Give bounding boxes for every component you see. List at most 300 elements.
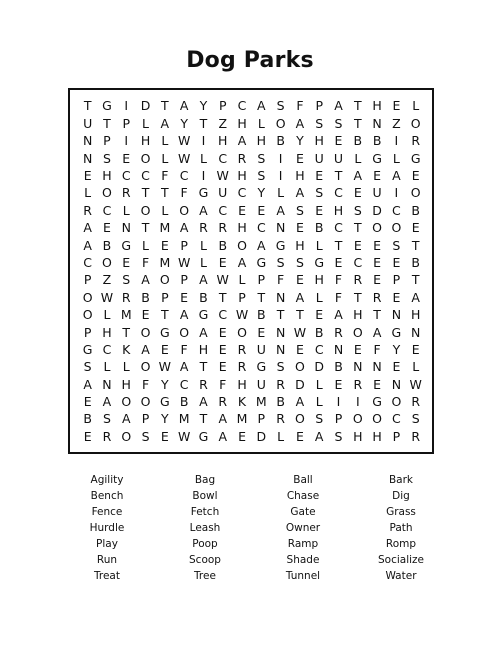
word-list [58,472,450,584]
grid-letter: E [315,202,324,218]
grid-letter: R [102,428,112,444]
word-list-item: Grass [386,506,416,518]
grid-letter: H [353,307,363,323]
grid-letter: F [180,185,188,201]
grid-letter: S [315,115,324,131]
grid-letter: A [257,237,266,253]
grid-letter: S [141,428,150,444]
grid-letter: C [314,341,324,357]
grid-letter: H [140,133,151,149]
grid-letter: N [275,341,286,357]
grid-letter: N [372,359,382,375]
grid-letter: L [122,202,130,218]
grid-letter: E [334,376,343,392]
grid-letter: H [102,168,112,183]
grid-letter: G [102,98,112,114]
grid-letter: A [295,394,305,410]
grid-letter: E [411,168,420,183]
grid-letter: E [392,98,401,114]
grid-letter: E [411,341,420,357]
word-list-item: Hurdle [89,522,125,534]
grid-letter: B [276,394,285,410]
grid-letter: E [238,202,246,218]
grid-letter: I [124,98,129,114]
grid-letter: N [333,341,344,357]
grid-letter: M [120,307,132,323]
grid-letter: L [315,394,323,410]
grid-letter: A [237,133,247,149]
grid-letter: O [102,254,112,270]
grid-letter: N [121,220,131,236]
grid-letter: T [122,324,131,340]
grid-letter: E [160,237,169,253]
grid-letter: C [392,411,401,427]
grid-letter: D [295,376,305,392]
grid-letter: C [353,254,363,270]
grid-letter: R [199,220,208,236]
grid-letter: B [314,220,324,236]
grid-letter: P [392,428,401,444]
grid-letter: T [353,220,362,236]
grid-letter: R [237,341,247,357]
grid-letter: T [334,237,343,253]
grid-letter: N [82,150,93,166]
grid-letter: A [179,307,189,323]
grid-letter: A [179,98,189,114]
grid-letter: L [122,359,130,375]
grid-letter: O [82,307,93,323]
word-list-item: Shade [286,554,320,566]
grid-letter: R [411,428,421,444]
grid-letter: I [336,394,341,410]
grid-letter: W [216,272,229,288]
grid-letter: O [410,115,421,131]
grid-letter: G [159,394,170,410]
grid-letter: S [315,411,324,427]
grid-letter: E [102,220,111,236]
grid-letter: O [82,289,93,305]
word-list-item: Poop [192,538,218,550]
word-list-item: Bark [388,474,414,486]
grid-letter: G [256,254,267,270]
grid-letter: F [141,376,150,392]
grid-letter: L [161,202,169,218]
grid-letter: H [353,428,363,444]
grid-letter: R [353,376,363,392]
grid-letter: T [373,307,381,323]
grid-letter: B [141,289,150,305]
grid-letter: C [334,220,343,236]
grid-letter: A [295,115,305,131]
grid-letter: F [180,341,188,357]
grid-letter: H [295,237,305,253]
grid-letter: W [177,133,191,149]
word-list-item: Owner [285,522,321,534]
grid-letter: S [315,185,324,201]
grid-letter: T [141,185,150,201]
grid-letter: T [161,185,169,201]
grid-letter: O [372,220,383,236]
grid-letter: S [257,168,266,183]
grid-letter: A [199,324,208,340]
grid-letter: H [256,133,267,149]
grid-letter: B [372,133,382,149]
word-list-item: Socialize [377,554,425,566]
grid-letter: H [218,133,228,149]
grid-letter: D [372,202,382,218]
grid-letter: Y [199,98,208,114]
grid-letter: A [314,428,324,444]
grid-letter: H [237,168,247,183]
word-list-item: Scoop [189,554,221,566]
grid-letter: U [218,185,228,201]
word-search-grid [68,88,434,454]
grid-letter: N [372,115,382,131]
grid-letter: L [238,272,246,288]
grid-letter: R [372,289,382,305]
grid-letter: O [372,411,383,427]
grid-letter: O [159,272,170,288]
grid-letter: Z [102,272,112,288]
grid-letter: O [140,150,151,166]
grid-letter: B [102,237,112,253]
grid-letter: T [334,168,343,183]
grid-letter: E [373,376,382,392]
grid-letter: G [314,254,325,270]
grid-letter: R [199,376,208,392]
grid-letter: O [275,115,286,131]
word-list-item: Bowl [192,490,218,502]
grid-letter: P [315,98,323,114]
grid-letter: A [199,202,208,218]
grid-letter: Y [161,376,169,392]
grid-letter: L [277,185,285,201]
grid-letter: P [238,289,246,305]
grid-letter: E [257,202,266,218]
grid-letter: O [140,324,151,340]
grid-letter: H [237,115,247,131]
grid-letter: N [275,324,286,340]
word-list-item: Bag [194,474,216,486]
grid-letter: W [158,359,172,375]
grid-letter: C [102,341,112,357]
grid-letter: Y [180,115,188,131]
grid-letter: G [198,185,209,201]
word-list-item: Path [389,522,413,534]
grid-letter: A [199,394,208,410]
word-list-item: Fetch [190,506,220,518]
grid-letter: E [353,237,362,253]
grid-letter: F [373,341,381,357]
grid-letter: E [257,324,266,340]
word-list-item: Romp [385,538,417,550]
grid-letter: N [275,220,286,236]
grid-letter: P [257,411,266,427]
grid-letter: R [237,359,247,375]
grid-letter: O [391,220,402,236]
grid-letter: G [82,341,93,357]
grid-letter: E [373,254,382,270]
grid-letter: A [411,289,420,305]
grid-letter: O [102,185,112,201]
grid-letter: C [334,185,343,201]
grid-letter: A [83,376,92,392]
grid-letter: E [295,150,304,166]
grid-letter: I [124,133,129,149]
grid-letter: B [334,359,343,375]
grid-letter: D [256,428,267,444]
grid-letter: G [372,150,382,166]
word-list-item: Agility [90,474,124,486]
grid-letter: A [102,394,112,410]
grid-letter: A [353,168,363,183]
grid-letter: L [257,115,265,131]
grid-letter: Y [257,185,266,201]
grid-letter: N [275,289,286,305]
grid-letter: H [198,341,209,357]
grid-letter: G [275,237,286,253]
word-list-item: Treat [94,570,120,582]
grid-letter: P [334,411,343,427]
grid-letter: T [199,115,208,131]
grid-letter: R [218,394,228,410]
grid-letter: B [353,133,363,149]
grid-letter: O [121,428,132,444]
grid-letter: B [83,411,92,427]
grid-letter: S [392,237,401,253]
grid-letter: E [411,220,420,236]
word-list-item: Ball [293,474,313,486]
grid-letter: Z [218,115,228,131]
grid-letter: E [218,341,227,357]
grid-letter: C [121,168,131,183]
grid-letter: A [179,220,189,236]
grid-letter: A [199,272,208,288]
grid-letter: L [392,150,400,166]
grid-letter: A [160,115,170,131]
grid-letter: E [160,341,169,357]
grid-letter: A [372,324,382,340]
grid-letter: O [391,394,402,410]
grid-letter: B [314,324,324,340]
word-list-item: Water [385,570,417,582]
grid-letter: L [315,289,323,305]
grid-letter: L [161,150,169,166]
word-list-item: Play [96,538,118,550]
grid-letter: A [257,98,266,114]
grid-letter: A [141,272,150,288]
word-list-item: Chase [286,490,320,502]
grid-letter: A [83,220,92,236]
grid-letter: C [102,202,112,218]
grid-letter: S [353,202,362,218]
grid-letter: E [238,428,246,444]
grid-letter: S [83,359,92,375]
grid-letter: H [372,98,382,114]
grid-letter: C [218,202,228,218]
grid-letter: P [122,115,131,131]
grid-letter: B [199,289,208,305]
grid-letter: T [199,411,208,427]
grid-letter: E [160,428,169,444]
grid-letter: O [140,359,151,375]
grid-letter: L [277,428,285,444]
grid-letter: T [218,289,227,305]
grid-letter: P [218,98,227,114]
word-list-item: Tree [194,570,216,582]
grid-letter: T [276,307,285,323]
grid-letter: I [278,150,283,166]
grid-letter: O [294,359,305,375]
grid-letter: E [122,150,131,166]
grid-letter: G [159,324,170,340]
grid-letter: P [180,272,188,288]
grid-letter: H [237,220,247,236]
grid-letter: C [256,220,266,236]
grid-letter: M [255,394,267,410]
grid-letter: E [295,341,304,357]
grid-letter: S [257,150,266,166]
grid-letter: I [278,168,283,183]
grid-letter: R [276,376,285,392]
grid-letter: H [237,376,247,392]
grid-letter: E [218,324,227,340]
grid-letter: L [412,98,420,114]
grid-letter: I [355,394,360,410]
grid-letter: S [122,272,131,288]
grid-letter: E [392,254,401,270]
grid-letter: R [121,185,131,201]
grid-letter: R [218,220,228,236]
grid-letter: B [411,202,420,218]
grid-letter: F [161,168,169,183]
grid-letter: G [121,237,132,253]
grid-letter: L [142,115,150,131]
grid-letter: F [277,272,285,288]
grid-letter: W [235,307,249,323]
grid-letter: A [218,411,227,427]
word-list-item: Bench [90,490,124,502]
grid-letter: E [334,254,343,270]
grid-letter: T [353,289,362,305]
word-list-item: Leash [189,522,221,534]
grid-letter: L [161,133,169,149]
grid-letter: D [314,359,325,375]
grid-letter: C [237,98,247,114]
grid-letter: I [201,133,206,149]
grid-letter: E [315,168,324,183]
letter-grid [78,98,426,448]
grid-letter: Y [296,133,304,149]
grid-letter: O [237,237,247,253]
word-list-item: Tunnel [285,570,321,582]
grid-letter: L [103,307,111,323]
word-list-item: Gate [290,506,316,518]
grid-letter: C [218,307,228,323]
grid-letter: T [296,307,304,323]
grid-letter: C [179,376,189,392]
grid-letter: A [295,289,305,305]
grid-letter: F [296,98,304,114]
grid-letter: N [102,376,112,392]
grid-letter: B [411,254,420,270]
grid-letter: E [373,272,382,288]
grid-letter: A [295,185,305,201]
grid-letter: E [295,272,304,288]
grid-letter: W [177,150,191,166]
grid-letter: U [83,115,93,131]
grid-letter: C [218,150,228,166]
grid-letter: O [352,411,363,427]
grid-letter: T [411,272,420,288]
grid-letter: E [295,428,304,444]
grid-letter: E [141,307,150,323]
grid-letter: N [353,359,363,375]
grid-letter: W [409,376,422,392]
grid-letter: E [373,237,382,253]
grid-letter: P [103,133,111,149]
grid-letter: R [353,272,363,288]
grid-letter: F [141,254,150,270]
grid-letter: E [315,307,324,323]
grid-letter: R [411,394,421,410]
grid-letter: N [82,133,93,149]
grid-letter: T [161,307,169,323]
grid-letter: L [199,237,207,253]
grid-letter: E [392,359,401,375]
grid-letter: H [314,272,324,288]
grid-letter: G [410,150,421,166]
grid-letter: M [178,411,190,427]
grid-letter: F [334,289,343,305]
grid-letter: S [334,115,343,131]
grid-letter: U [314,150,324,166]
grid-letter: L [354,150,362,166]
grid-letter: W [177,428,191,444]
grid-letter: F [219,376,227,392]
grid-letter: M [159,254,171,270]
grid-letter: O [352,324,363,340]
puzzle-title: Dog Parks [186,48,314,73]
grid-letter: E [392,289,401,305]
grid-letter: H [314,133,324,149]
grid-letter: O [140,394,151,410]
grid-letter: E [83,168,92,183]
grid-letter: E [83,394,92,410]
grid-letter: U [256,376,266,392]
grid-letter: H [295,168,305,183]
grid-letter: O [410,185,421,201]
word-list-item: Ramp [287,538,319,550]
grid-letter: A [218,428,227,444]
grid-letter: A [237,254,247,270]
grid-letter: K [122,341,131,357]
grid-letter: O [179,202,190,218]
grid-letter: T [141,220,150,236]
grid-letter: N [411,324,421,340]
grid-letter: R [411,133,421,149]
grid-letter: B [257,307,266,323]
grid-letter: E [180,289,189,305]
grid-letter: I [394,185,399,201]
grid-letter: A [179,359,189,375]
grid-letter: H [333,202,344,218]
grid-letter: T [103,115,111,131]
grid-letter: G [198,428,209,444]
grid-letter: U [333,150,344,166]
grid-letter: G [372,394,382,410]
grid-letter: N [391,307,402,323]
